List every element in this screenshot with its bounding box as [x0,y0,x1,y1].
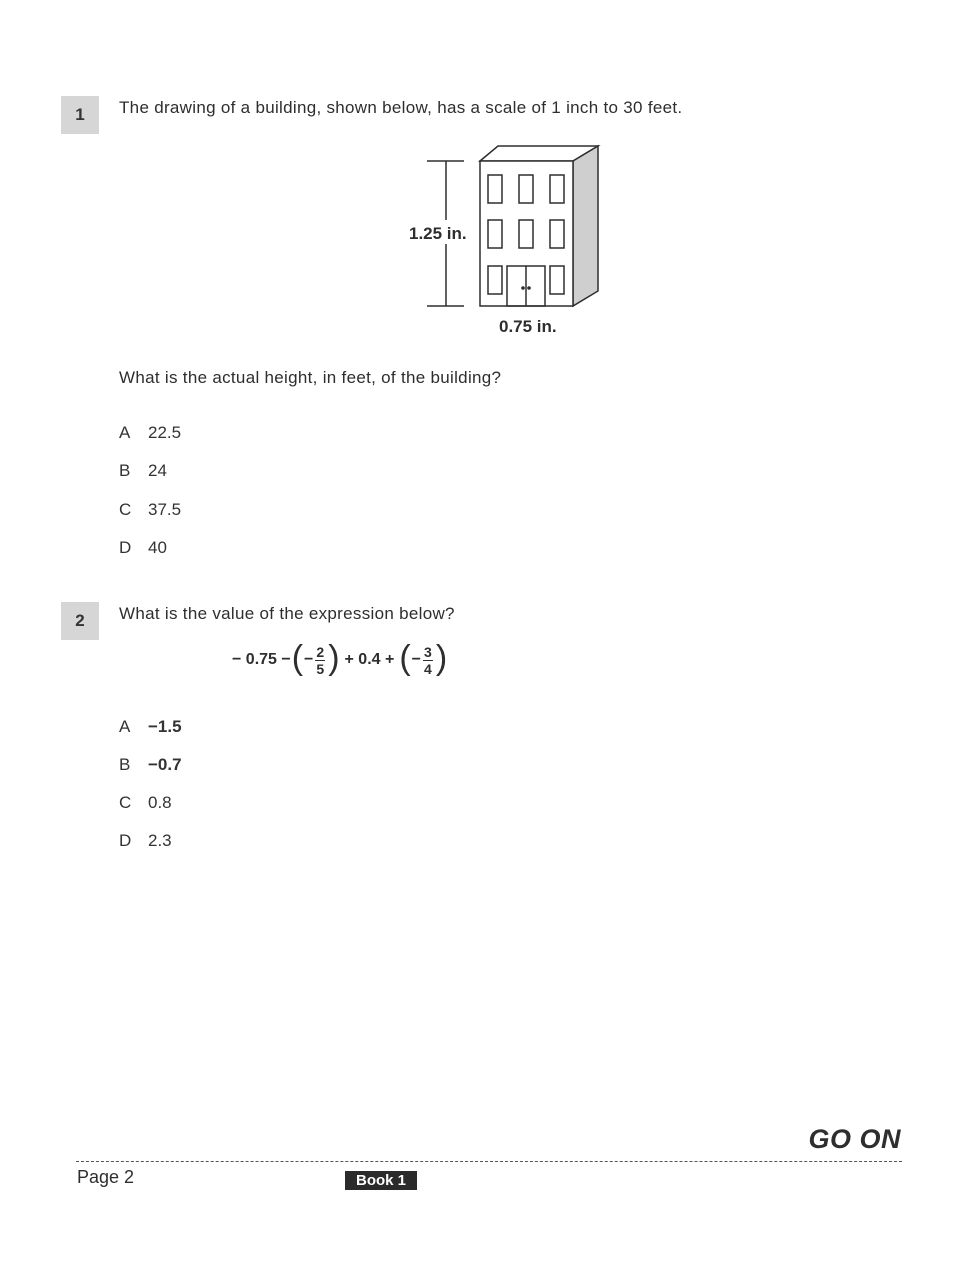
math-expression [232,640,448,680]
door-knob [527,286,531,290]
choice-value: 40 [148,538,167,557]
building-side [573,146,598,306]
open-paren: ( [291,639,304,677]
question-1-prompt: What is the actual height, in feet, of the building? [119,368,502,387]
choice-letter: D [119,538,132,557]
choice-value: −0.7 [148,755,182,774]
choice-letter: B [119,461,131,480]
choice-letter: B [119,755,131,774]
close-paren: ) [435,639,448,677]
choice-letter: D [119,831,132,850]
question-1-choice-d[interactable] [119,538,167,558]
question-1-choice-b[interactable] [119,461,167,481]
choice-value: 2.3 [148,831,172,850]
choice-letter: A [119,423,131,442]
choice-letter: C [119,793,132,812]
door-knob [521,286,525,290]
choice-value: 24 [148,461,167,480]
fraction-2 [423,645,433,676]
question-2-stem: What is the value of the expression below? [119,604,455,623]
choice-value: 22.5 [148,423,182,442]
open-paren: ( [399,639,411,677]
question-2-choice-d[interactable] [119,831,172,851]
choice-value: 0.8 [148,793,172,812]
question-number-1: 1 [61,96,99,134]
question-2-choice-a[interactable] [119,717,182,737]
question-1-choice-a[interactable] [119,423,181,443]
fraction-numerator: 3 [424,643,432,660]
question-number-2: 2 [61,602,99,640]
width-label: 0.75 in. [499,317,557,336]
footer-divider [76,1161,902,1162]
fraction-numerator: 2 [316,643,325,660]
question-2-choice-c[interactable] [119,793,172,813]
question-1-stem: The drawing of a building, shown below, has a scale of 1 inch to 30 feet. [119,98,683,117]
choice-value: −1.5 [148,717,182,736]
building-figure [400,140,610,340]
choice-value: 37.5 [148,500,182,519]
fraction-denominator: 5 [316,660,325,677]
expression-term-1: − 0.75 − [232,651,291,668]
go-on-label: GO ON [808,1124,901,1154]
expression-term-2: + 0.4 + [344,651,395,668]
question-2-choice-b[interactable] [119,755,182,775]
question-1-choice-c[interactable] [119,500,181,520]
negative-sign: − [411,651,422,668]
fraction-denominator: 4 [424,660,432,677]
choice-letter: C [119,500,132,519]
negative-sign: − [304,651,314,668]
close-paren: ) [328,639,340,677]
page-number: Page 2 [77,1167,135,1187]
height-label: 1.25 in. [409,224,467,243]
fraction-1 [315,645,325,676]
book-badge: Book 1 [345,1171,417,1190]
choice-letter: A [119,717,131,736]
